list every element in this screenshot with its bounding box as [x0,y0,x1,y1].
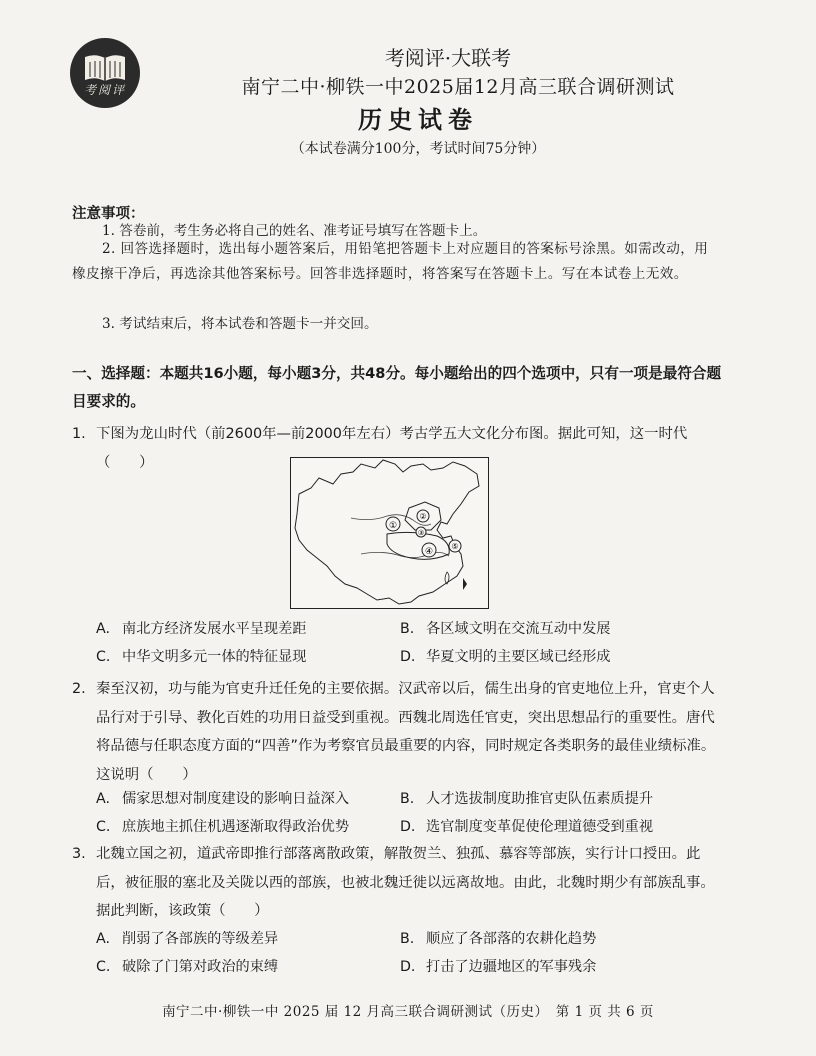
question-stem: 北魏立国之初，道武帝即推行部落离散政策，解散贺兰、独孤、慕容等部族，实行计口授田。此后，被征服的塞北及关陇以西的部族，也被北魏迁徙以远离故地。由此，北魏时期少有部族乱事。据此判断，该政策（ ） [96,846,715,919]
map-label-3: ③ [417,529,425,537]
option-c[interactable] [96,816,349,836]
longshan-culture-map [290,457,489,609]
logo-text: 考阅评 [83,82,126,97]
option-text: 打击了边疆地区的军事残余 [426,959,597,975]
exam-brand: 考阅评·大联考 [384,46,512,70]
option-label: D. [400,819,416,835]
notice-item-3: 3. 考试结束后，将本试卷和答题卡一并交回。 [102,316,378,332]
option-text: 庶族地主抓住机遇逐渐取得政治优势 [122,819,350,835]
china-outline-map [291,458,488,608]
question-number: 3. [72,846,86,862]
option-text: 儒家思想对制度建设的影响日益深入 [122,791,350,807]
notice-title: 注意事项： [72,206,145,222]
question-number: 2. [72,681,86,697]
option-d[interactable] [400,816,653,836]
option-text: 各区域文明在交流互动中发展 [426,621,611,637]
option-label: B. [400,621,415,637]
exam-title: 南宁二中·柳铁一中2025届12月高三联合调研测试 [241,76,675,98]
option-a[interactable] [96,928,278,948]
option-d[interactable] [400,956,596,976]
option-label: D. [400,959,416,975]
option-label: D. [400,649,416,665]
option-text: 中华文明多元一体的特征显现 [122,649,307,665]
option-text: 华夏文明的主要区域已经形成 [426,649,611,665]
option-text: 人才选拔制度助推官吏队伍素质提升 [426,791,654,807]
map-label-1: ① [388,521,398,531]
section-heading: 一、选择题：本题共16小题，每小题3分，共48分。每小题给出的四个选项中，只有一项是最符合题目要求的。 [72,365,722,410]
question-2 [72,675,722,789]
option-label: C. [96,649,111,665]
option-c[interactable] [96,956,278,976]
map-label-2: ② [419,512,427,521]
option-label: A. [96,621,110,637]
option-b[interactable] [400,788,653,808]
notice-item-2: 2. 回答选择题时，选出每小题答案后，用铅笔把答题卡上对应题目的答案标号涂黑。如需改动，用橡皮擦干净后，再选涂其他答案标号。回答非选择题时，将答案写在答题卡上。写在本试卷上无效。 [72,241,709,282]
option-d[interactable] [400,646,610,666]
option-label: A. [96,931,110,947]
option-c[interactable] [96,646,306,666]
option-text: 南北方经济发展水平呈现差距 [122,621,307,637]
option-text: 顺应了各部落的农耕化趋势 [426,931,597,947]
page-footer: 南宁二中·柳铁一中 2025 届 12 月高三联合调研测试（历史） 第 1 页 共 6 页 [162,1004,654,1020]
option-label: B. [400,791,415,807]
option-b[interactable] [400,618,610,638]
option-text: 选官制度变革促使伦理道德受到重视 [426,819,654,835]
option-label: B. [400,931,415,947]
option-label: C. [96,959,111,975]
option-label: A. [96,791,110,807]
question-stem: 秦至汉初，功与能为官吏升迁任免的主要依据。汉武帝以后，儒生出身的官吏地位上升，官吏个人品行对于引导、教化百姓的功用日益受到重视。西魏北周选任官吏，突出思想品行的重要性。唐代将品德与任职态度方面的“四善”作为考察官员最重要的内容，同时规定各类职务的最佳业绩标准。这说明（ ） [96,681,716,783]
notice-item-1: 1. 答卷前，考生务必将自己的姓名、准考证号填写在答题卡上。 [102,223,487,239]
option-b[interactable] [400,928,596,948]
map-label-5: ⑤ [451,542,459,551]
question-number: 1. [72,426,86,442]
option-label: C. [96,819,111,835]
question-3 [72,840,722,926]
option-text: 削弱了各部族的等级差异 [122,931,279,947]
option-text: 破除了门第对政治的束缚 [122,959,279,975]
option-a[interactable] [96,618,306,638]
exam-info: （本试卷满分100分，考试时间75分钟） [290,141,546,157]
option-a[interactable] [96,788,349,808]
subject-title: 历史试卷 [358,105,478,134]
map-label-4: ④ [424,547,434,557]
question-stem: 下图为龙山时代（前2600年—前2000年左右）考古学五大文化分布图。据此可知，这一时代（ ） [96,426,688,471]
